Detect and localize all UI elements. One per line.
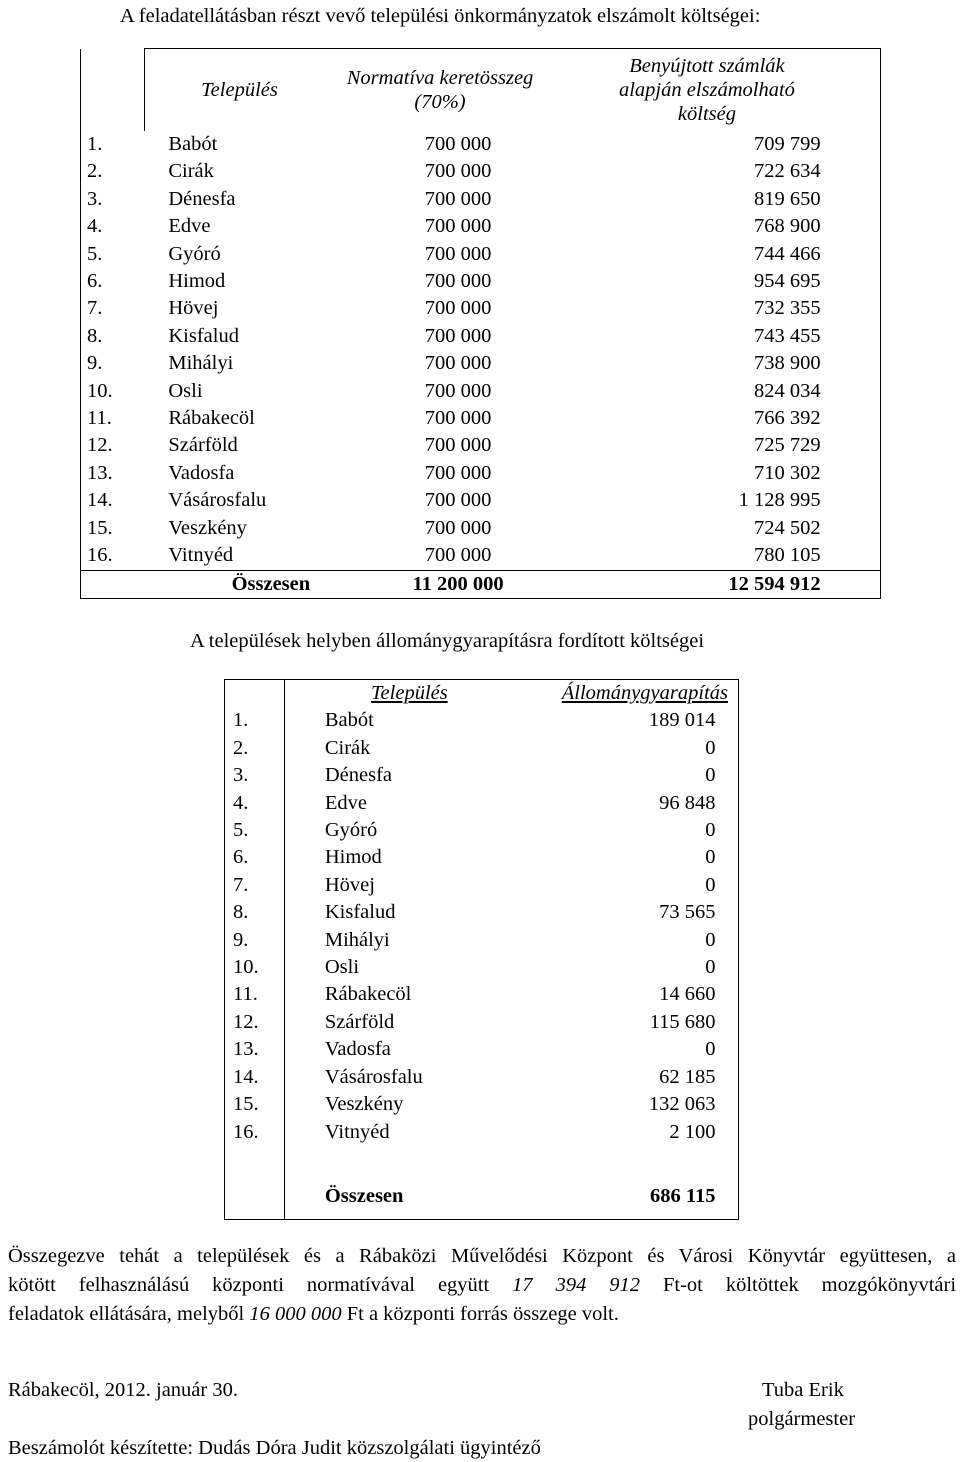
acquisition-table-row (225, 872, 739, 899)
cost-amount: 819 650 (753, 187, 821, 210)
norm-amount: 700 000 (424, 215, 492, 238)
cost-amount: 954 695 (753, 270, 821, 293)
acquisition-table-row (225, 927, 739, 954)
cost-amount: 738 900 (753, 352, 821, 375)
costs-table-row (81, 323, 881, 350)
acquisition-table (224, 679, 739, 1220)
row-number: 2. (233, 736, 249, 759)
row-number: 7. (87, 297, 103, 320)
settlement-name: Rábakecöl (168, 407, 255, 430)
total-cost: 12 594 912 (566, 570, 821, 598)
settlement-name: Szárföld (168, 434, 238, 457)
row-number: 2. (87, 160, 103, 183)
acquisition-table-row (225, 1009, 739, 1036)
col-settlement-header: Település (144, 49, 314, 132)
settlement-name: Babót (168, 133, 218, 155)
row-number: 16. (233, 1120, 259, 1143)
row-number: 3. (233, 764, 249, 787)
settlement-name: Dénesfa (168, 187, 236, 210)
cost-amount: 724 502 (753, 516, 821, 539)
total-norm: 11 200 000 (314, 570, 566, 598)
row-number: 8. (87, 324, 103, 347)
row-number: 9. (87, 352, 103, 375)
row-number: 5. (233, 819, 249, 842)
growth-amount: 96 848 (659, 791, 716, 814)
settlement-name: Mihályi (168, 352, 234, 375)
signer-name: Tuba Erik (762, 1379, 844, 1401)
norm-amount: 700 000 (424, 270, 492, 293)
settlement-name: Edve (168, 215, 211, 238)
growth-amount: 0 (705, 846, 716, 869)
costs-table (80, 48, 881, 599)
costs-table-row (81, 186, 881, 213)
norm-amount: 700 000 (424, 187, 492, 210)
growth-amount: 0 (705, 956, 716, 979)
cost-amount: 732 355 (753, 297, 821, 320)
acquisition-table-total-row (225, 1173, 739, 1220)
settlement-name: Kisfalud (168, 324, 239, 347)
costs-table-row (81, 460, 881, 487)
acquisition-table-row (225, 817, 739, 844)
norm-amount: 700 000 (424, 324, 492, 347)
settlement-name: Mihályi (284, 927, 494, 954)
acquisition-table-body (225, 707, 739, 1173)
costs-table-row (81, 405, 881, 432)
summary-line-2: kötött felhasználású központi normatívával együtt 17 394 912 Ft-ot költöttek mozgókönyvtári (8, 1274, 957, 1296)
growth-amount: 0 (705, 1038, 716, 1061)
settlement-name: Edve (284, 790, 494, 817)
row-number: 15. (233, 1093, 259, 1116)
cost-amount: 743 455 (753, 324, 821, 347)
costs-table-row (81, 487, 881, 514)
growth-amount: 14 660 (659, 983, 716, 1006)
acquisition-table-row (225, 954, 739, 981)
row-number: 11. (233, 983, 258, 1006)
total-growth: 686 115 (650, 1184, 716, 1207)
cost-amount: 709 799 (753, 133, 821, 155)
costs-table-header (81, 49, 881, 132)
costs-table-row (81, 542, 881, 570)
section-subheading: A települések helyben állománygyarapításra fordított költségei (190, 630, 705, 652)
norm-amount: 700 000 (424, 544, 492, 567)
settlement-name: Vitnyéd (168, 544, 234, 567)
acquisition-table-row (225, 735, 739, 762)
acquisition-table-row (225, 1064, 739, 1091)
costs-table-row (81, 378, 881, 405)
acquisition-table-row (225, 1091, 739, 1118)
row-number: 5. (87, 242, 103, 265)
total-amount: 17 394 912 (512, 1274, 641, 1296)
row-number: 10. (87, 379, 113, 402)
settlement-name: Rábakecöl (284, 981, 494, 1008)
norm-amount: 700 000 (424, 160, 492, 183)
acquisition-table-header (225, 680, 739, 708)
norm-amount: 700 000 (424, 242, 492, 265)
row-number: 13. (233, 1038, 259, 1061)
norm-amount: 700 000 (424, 461, 492, 484)
cost-amount: 710 302 (753, 461, 821, 484)
settlement-name: Gyóró (284, 817, 494, 844)
row-number: 1. (87, 133, 103, 155)
prepared-by: Beszámolót készítette: Dudás Dóra Judit közszolgálati ügyintéző (8, 1437, 541, 1459)
acquisition-table-row (225, 899, 739, 926)
costs-table-row (81, 295, 881, 322)
norm-amount: 700 000 (424, 352, 492, 375)
settlement-name: Hövej (168, 297, 219, 320)
col-cost-header: Benyújtott számlák alapján elszámolható költség (566, 49, 881, 132)
row-number: 14. (233, 1065, 259, 1088)
settlement-name: Hövej (284, 872, 494, 899)
growth-amount: 0 (705, 736, 716, 759)
summary-line-1: Összegezve tehát a települések és a Rábaközi Művelődési Központ és Városi Könyvtár együttesen, a (8, 1245, 956, 1267)
growth-amount: 132 063 (648, 1093, 716, 1116)
total-label: Összesen (81, 570, 315, 598)
summary-line-3: feladatok ellátására, melyből 16 000 000 Ft a központi forrás összege volt. (8, 1303, 619, 1325)
acquisition-table-row (225, 1119, 739, 1146)
row-number: 9. (233, 928, 249, 951)
growth-amount: 0 (705, 928, 716, 951)
settlement-name: Himod (284, 844, 494, 871)
row-number: 3. (87, 187, 103, 210)
row-number: 6. (87, 270, 103, 293)
growth-amount: 2 100 (669, 1120, 716, 1143)
costs-table-row (81, 213, 881, 240)
settlement-name: Vadosfa (284, 1036, 494, 1063)
growth-amount: 73 565 (659, 901, 716, 924)
row-number: 16. (87, 544, 113, 567)
total-label-2: Összesen (284, 1173, 494, 1220)
norm-amount: 700 000 (424, 434, 492, 457)
growth-amount: 0 (705, 873, 716, 896)
settlement-name: Vásárosfalu (284, 1064, 494, 1091)
settlement-name: Vásárosfalu (168, 489, 267, 512)
settlement-name: Kisfalud (284, 899, 494, 926)
cost-amount: 725 729 (753, 434, 821, 457)
page-heading: A feladatellátásban részt vevő települési önkormányzatok elszámolt költségei: (120, 5, 761, 27)
cost-amount: 780 105 (753, 544, 821, 567)
growth-amount: 62 185 (659, 1065, 716, 1088)
settlement-name: Dénesfa (284, 762, 494, 789)
settlement-name: Osli (168, 379, 203, 402)
row-number: 7. (233, 873, 249, 896)
summary-paragraph (8, 1242, 956, 1329)
acquisition-table-row (225, 762, 739, 789)
settlement-name: Szárföld (284, 1009, 494, 1036)
signer-title: polgármester (748, 1408, 856, 1430)
row-number: 11. (87, 407, 112, 430)
row-number: 13. (87, 461, 113, 484)
row-number: 4. (233, 791, 249, 814)
norm-amount: 700 000 (424, 133, 492, 155)
settlement-name: Cirák (284, 735, 494, 762)
norm-amount: 700 000 (424, 489, 492, 512)
growth-amount: 115 680 (649, 1010, 716, 1033)
costs-table-row (81, 268, 881, 295)
row-number: 6. (233, 846, 249, 869)
costs-table-row (81, 515, 881, 542)
costs-table-total-row (81, 570, 881, 598)
row-number: 1. (233, 709, 249, 732)
acquisition-table-row (225, 1036, 739, 1063)
row-number: 12. (233, 1010, 259, 1033)
cost-amount: 824 034 (753, 379, 821, 402)
row-number: 8. (233, 901, 249, 924)
col-settlement-header-2: Település (284, 680, 494, 708)
costs-table-row (81, 432, 881, 459)
row-number: 12. (87, 434, 113, 457)
norm-amount: 700 000 (424, 516, 492, 539)
costs-table-row (81, 350, 881, 377)
row-number: 10. (233, 956, 259, 979)
place-date: Rábakecöl, 2012. január 30. (8, 1379, 238, 1401)
spacer-row (225, 1146, 739, 1173)
costs-table-body (81, 131, 881, 570)
growth-amount: 189 014 (648, 709, 716, 732)
col-norm-header: Normatíva keretösszeg (70%) (314, 49, 566, 132)
growth-amount: 0 (705, 819, 716, 842)
costs-table-row (81, 158, 881, 185)
norm-amount: 700 000 (424, 297, 492, 320)
growth-amount: 0 (705, 764, 716, 787)
settlement-name: Osli (284, 954, 494, 981)
settlement-name: Vitnyéd (284, 1119, 494, 1146)
settlement-name: Gyóró (168, 242, 221, 265)
settlement-name: Babót (284, 707, 494, 734)
row-number: 15. (87, 516, 113, 539)
acquisition-table-row (225, 844, 739, 871)
costs-table-row (81, 241, 881, 268)
cost-amount: 768 900 (753, 215, 821, 238)
central-amount: 16 000 000 (249, 1303, 342, 1325)
settlement-name: Veszkény (284, 1091, 494, 1118)
settlement-name: Veszkény (168, 516, 247, 539)
row-number: 14. (87, 489, 113, 512)
norm-amount: 700 000 (424, 407, 492, 430)
acquisition-table-row (225, 981, 739, 1008)
cost-amount: 722 634 (753, 160, 821, 183)
cost-amount: 1 128 995 (738, 489, 821, 512)
cost-amount: 766 392 (753, 407, 821, 430)
row-number: 4. (87, 215, 103, 238)
norm-amount: 700 000 (424, 379, 492, 402)
acquisition-table-row (225, 707, 739, 734)
settlement-name: Himod (168, 270, 226, 293)
col-growth-header: Állománygyarapítás (494, 680, 739, 708)
settlement-name: Cirák (168, 160, 214, 183)
costs-table-row (81, 131, 881, 158)
settlement-name: Vadosfa (168, 461, 235, 484)
cost-amount: 744 466 (753, 242, 821, 265)
acquisition-table-row (225, 790, 739, 817)
